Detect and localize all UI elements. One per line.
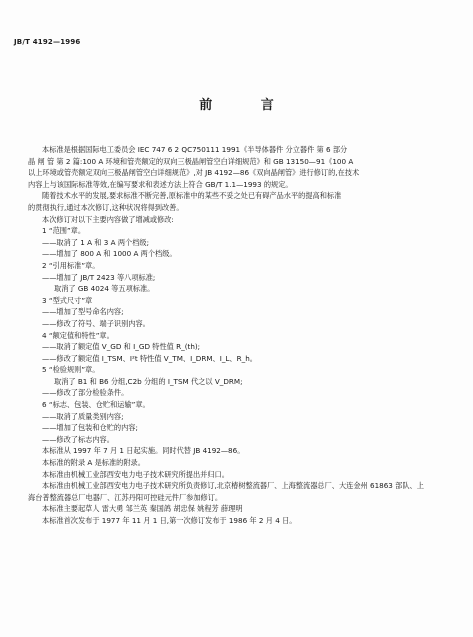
standard-code: JB/T 4192—1996 — [14, 38, 81, 46]
paragraph-line: 2 “引用标准”章。 — [42, 260, 100, 270]
paragraph-line: ——修改了额定值 I_TSM、I²t 特性值 V_TM、I_DRM、I_L、R_h。 — [42, 353, 257, 363]
paragraph-line: 本标准首次发布于 1977 年 11 月 1 日,第一次修订发布于 1986 年 2 月 4 日。 — [42, 516, 297, 525]
paragraph-line: 以上环境或管壳额定双向三极晶闸管空白详细规范》,对 JB 4192—86《双向晶闸管》进行修订的,在技术 — [28, 168, 360, 178]
paragraph-line: 5 “检验规则”章。 — [42, 365, 100, 375]
foreword-body — [28, 144, 453, 527]
paragraph-line: ——取消了 1 A 和 3 A 两个档级; — [42, 237, 149, 247]
paragraph-line: 本标准由机械工业部西安电力电子技术研究所提出并归口。 — [42, 469, 229, 479]
paragraph-line: 本标准主要起草人 雷大勇 邹兰英 秦国鸽 胡忠保 姚程芳 薛理明 — [42, 504, 243, 514]
paragraph-line: ——增加了 800 A 和 1000 A 两个档级。 — [42, 249, 177, 259]
paragraph-line: 晶 闸 管 第 2 篇:100 A 环境和管壳额定的双向三极晶闸管空白详细规范》和 GB 13150—91《100 A — [28, 156, 354, 166]
paragraph-line: 6 “标志、包装、仓贮和运输”章。 — [42, 400, 150, 410]
paragraph-line: ——增加了型号命名内容; — [42, 307, 124, 317]
paragraph-line: 取消了 GB 4024 等五项标准。 — [54, 284, 155, 294]
paragraph-line: ——取消了质量类别内容; — [42, 411, 124, 421]
paragraph-line: 海台普整流器总厂电器厂、江苏丹阳可控硅元件厂参加修订。 — [28, 492, 223, 502]
page-title: 前 言 — [199, 98, 296, 113]
paragraph-line: 4 “额定值和特性”章。 — [42, 330, 114, 340]
paragraph-line: ——取消了额定值 V_GD 和 I_GD 特性值 R_(th); — [42, 342, 201, 352]
paragraph-line: ——增加了包装和仓贮的内容; — [42, 423, 138, 433]
paragraph-line: 本标准的附录 A 是标准的附录。 — [42, 458, 145, 468]
paragraph-line: 随着技术水平的发展,要求标准不断完善,原标准中的某些不妥之处已有碍产品水平的提高和标准 — [42, 191, 342, 201]
paragraph-line: 本标准是根据国际电工委员会 IEC 747 6 2 QC750111 1991《半导体器件 分立器件 第 6 部分 — [42, 145, 348, 154]
paragraph-line: ——修改了标志内容。 — [42, 434, 114, 444]
paragraph-line: 的贯彻执行,通过本次修订,这种状况将得到改善。 — [28, 202, 184, 212]
paragraph-line: 3 “型式尺寸”章 — [42, 295, 93, 305]
paragraph-line: 本标准由机械工业部西安电力电子技术研究所负责修订,北京椿树整流器厂、上海整流器总厂、大连金州 61863 部队、上 — [42, 481, 424, 491]
paragraph-line: 内容上与该国际标准等效,在编写要求和表述方法上符合 GB/T 1.1—1993 的规定。 — [28, 179, 293, 189]
paragraph-line: 1 “范围”章。 — [42, 226, 86, 236]
paragraph-line: 取消了 B1 和 B6 分组,C2b 分组的 I_TSM 代之以 V_DRM; — [54, 376, 243, 386]
paragraph-line: 本标准从 1997 年 7 月 1 日起实施。同时代替 JB 4192—86。 — [42, 446, 245, 456]
paragraph-line: ——增加了 JB/T 2423 等八项标准; — [42, 272, 156, 282]
paragraph-line: ——修改了符号、端子识别内容。 — [42, 318, 150, 328]
paragraph-line: 本次修订对以下主要内容做了增减或修改: — [42, 214, 174, 224]
paragraph-line: ——修改了部分检验条件。 — [42, 388, 129, 398]
